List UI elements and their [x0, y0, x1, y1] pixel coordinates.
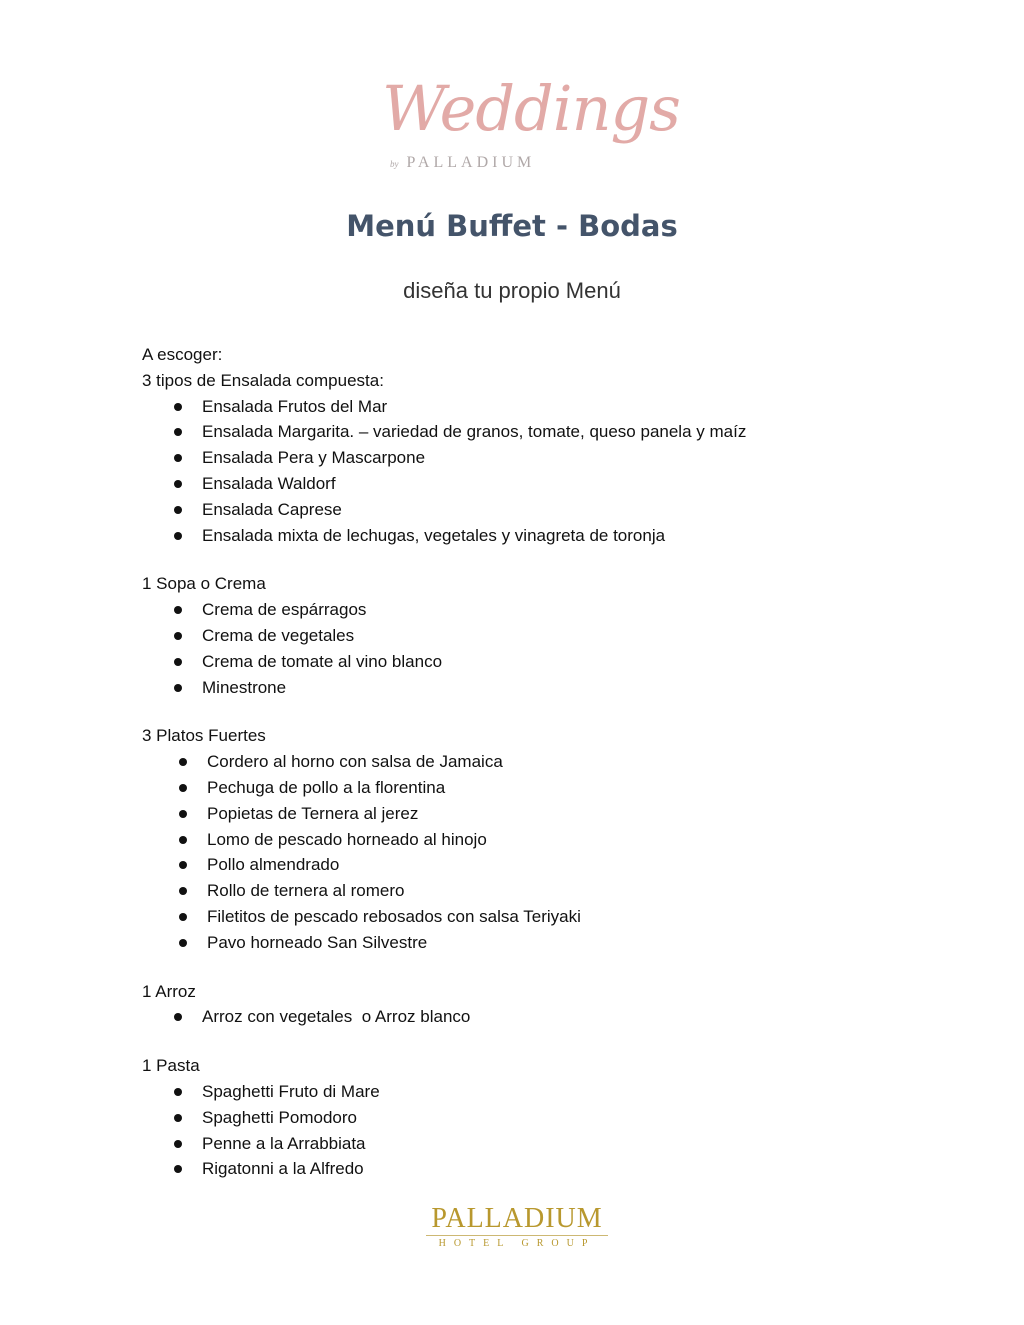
- bullet-icon: [174, 428, 182, 436]
- bullet-icon: [179, 913, 187, 921]
- page-subtitle: diseña tu propio Menú: [403, 278, 621, 303]
- palladium-logo: [424, 1205, 610, 1255]
- bullet-icon: [174, 480, 182, 488]
- section-sopa: [142, 571, 962, 700]
- bullet-icon: [174, 1088, 182, 1096]
- section-heading: 1 Arroz: [142, 981, 196, 1001]
- bullet-icon: [179, 939, 187, 947]
- list-item: Minestrone: [142, 675, 962, 701]
- bullet-icon: [179, 887, 187, 895]
- palladium-brand: PALLADIUM: [431, 1203, 603, 1234]
- list-item: Filetitos de pescado rebosados con salsa Teriyaki: [142, 904, 962, 930]
- logo-byline: by PALLADIUM: [390, 154, 536, 171]
- bullet-icon: [174, 1013, 182, 1021]
- bullet-icon: [174, 658, 182, 666]
- list-item: Rollo de ternera al romero: [142, 878, 962, 904]
- list-item: Lomo de pescado horneado al hinojo: [142, 827, 962, 853]
- page-title: Menú Buffet - Bodas: [346, 209, 678, 243]
- bullet-icon: [174, 1140, 182, 1148]
- menu-content: [142, 342, 962, 1205]
- list-item: Ensalada Waldorf: [142, 471, 962, 497]
- section-heading: 1 Pasta: [142, 1056, 200, 1076]
- list-item: Ensalada Frutos del Mar: [142, 394, 962, 420]
- bullet-icon: [179, 861, 187, 869]
- section-platos-fuertes: [142, 723, 962, 955]
- logo-divider: [426, 1235, 608, 1236]
- bullet-icon: [174, 506, 182, 514]
- bullet-icon: [179, 784, 187, 792]
- list-item: Ensalada Caprese: [142, 497, 962, 523]
- list-item: Arroz con vegetales o Arroz blanco: [142, 1004, 962, 1030]
- section-heading: 3 tipos de Ensalada compuesta:: [142, 370, 384, 390]
- bullet-icon: [179, 758, 187, 766]
- list-item: Spaghetti Pomodoro: [142, 1105, 962, 1131]
- list-item: Crema de vegetales: [142, 623, 962, 649]
- bullet-icon: [174, 606, 182, 614]
- intro-text: A escoger:: [142, 345, 223, 364]
- weddings-logo: [380, 72, 681, 178]
- bullet-icon: [174, 1114, 182, 1122]
- list-item: Ensalada Margarita. – variedad de granos, tomate, queso panela y maíz: [142, 419, 962, 445]
- section-heading: 3 Platos Fuertes: [142, 726, 266, 746]
- list-item: Cordero al horno con salsa de Jamaica: [142, 749, 962, 775]
- section-arroz: [142, 979, 962, 1031]
- list-item: Ensalada mixta de lechugas, vegetales y vinagreta de toronja: [142, 523, 962, 549]
- list-item: Pechuga de pollo a la florentina: [142, 775, 962, 801]
- list-item: Ensalada Pera y Mascarpone: [142, 445, 962, 471]
- bullet-icon: [174, 632, 182, 640]
- bullet-icon: [174, 403, 182, 411]
- bullet-icon: [174, 532, 182, 540]
- bullet-icon: [174, 1165, 182, 1173]
- list-item: Pollo almendrado: [142, 852, 962, 878]
- list-item: Crema de espárragos: [142, 597, 962, 623]
- logo-script-text: Weddings: [382, 72, 681, 145]
- section-heading: 1 Sopa o Crema: [142, 574, 266, 594]
- list-item: Rigatonni a la Alfredo: [142, 1156, 962, 1182]
- palladium-subbrand: HOTEL GROUP: [438, 1238, 596, 1249]
- list-item: Penne a la Arrabbiata: [142, 1131, 962, 1157]
- bullet-icon: [179, 810, 187, 818]
- bullet-icon: [174, 684, 182, 692]
- section-ensaladas: [142, 368, 962, 549]
- list-item: Spaghetti Fruto di Mare: [142, 1079, 962, 1105]
- bullet-icon: [174, 454, 182, 462]
- list-item: Pavo horneado San Silvestre: [142, 930, 962, 956]
- list-item: Popietas de Ternera al jerez: [142, 801, 962, 827]
- list-item: Crema de tomate al vino blanco: [142, 649, 962, 675]
- section-pasta: [142, 1053, 962, 1182]
- bullet-icon: [179, 836, 187, 844]
